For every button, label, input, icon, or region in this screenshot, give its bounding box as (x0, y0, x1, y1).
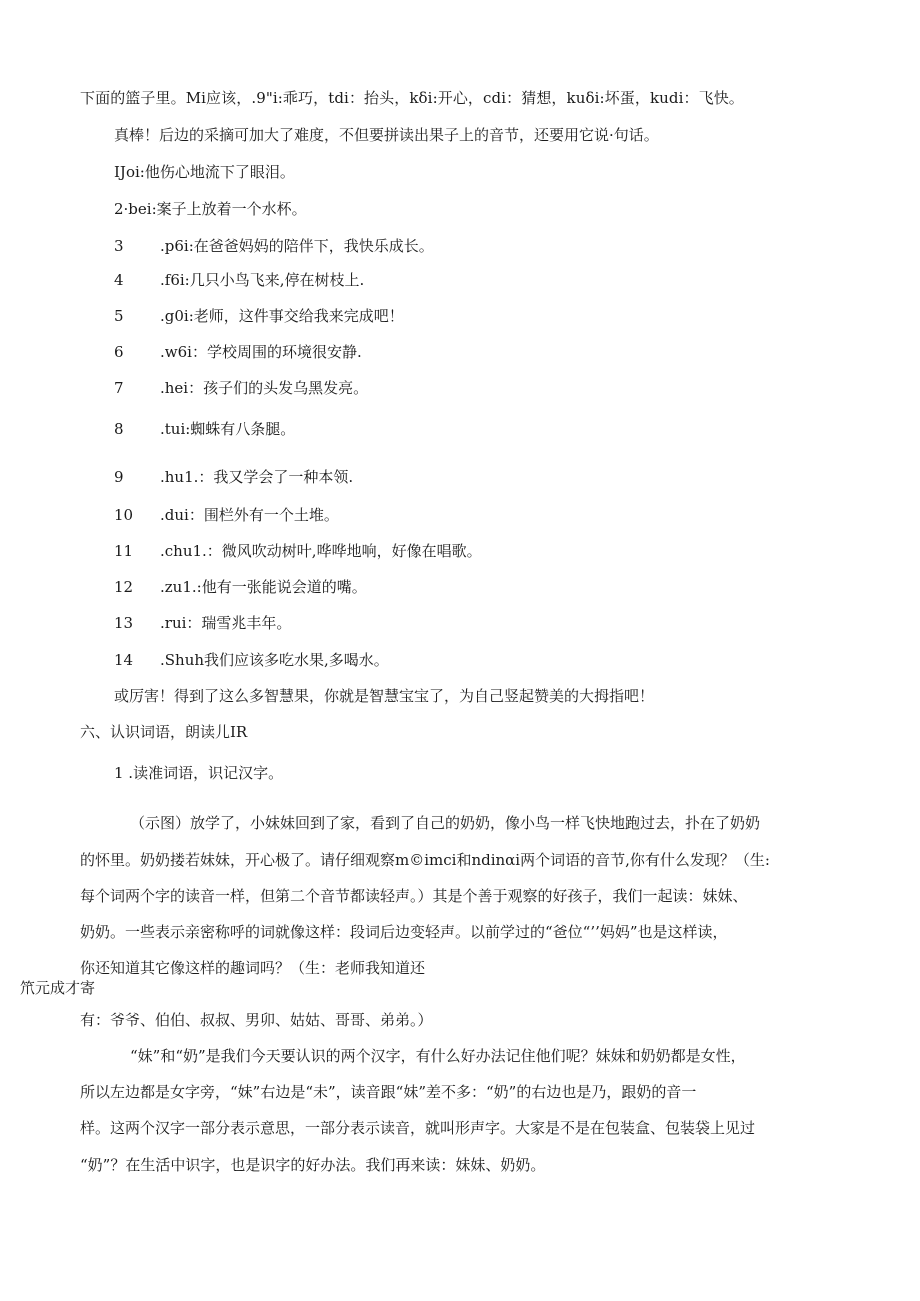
paragraph-line: 有：爷爷、伯伯、叔叔、男卯、姑姑、哥哥、弟弟。） (80, 1011, 433, 1029)
paragraph-line: （示图）放学了，小妹妹回到了家，看到了自己的奶奶，像小鸟一样飞快地跑过去，扑在了奶奶 (130, 814, 761, 832)
paragraph-line: 你还知道其它像这样的趣词吗？（生：老师我知道还 (80, 959, 426, 977)
item-number: 12 (114, 578, 134, 596)
item-number: 7 (114, 379, 124, 397)
item-number: 5 (114, 307, 124, 325)
item-text: .tui:蜘蛛有八条腿。 (160, 420, 296, 438)
paragraph-line: 的怀里。奶奶搂若妹妹，开心极了。请仔细观察m©imci和ndinαi两个词语的音节,你有什么发现？（生: (80, 851, 770, 869)
item-text: .zu1.:他有一张能说会道的嘴。 (160, 578, 367, 596)
text-line: 真棒！后边的采摘可加大了难度，不但要拼读出果子上的音节，还要用它说·句话。 (114, 126, 659, 144)
paragraph-line: 奶奶。一些表示亲密称呼的词就像这样：段词后边变轻声。以前学过的“爸位“’’妈妈”也是这样读， (80, 923, 728, 941)
paragraph-line: 样。这两个汉字一部分表示意思，一部分表示读音，就叫形声字。大家是不是在包装盒、包装袋上见过 (80, 1119, 756, 1137)
item-number: 4 (114, 271, 124, 289)
paragraph-line: “奶”？在生活中识字，也是识字的好办法。我们再来读：妹妹、奶奶。 (80, 1156, 546, 1174)
item-number: 3 (114, 237, 124, 255)
item-text: .w6i：学校周围的环境很安静. (160, 343, 362, 361)
item-number: 10 (114, 506, 134, 524)
item-text: .hu1.：我又学会了一种本领. (160, 468, 354, 486)
item-text: .rui：瑞雪兆丰年。 (160, 614, 292, 632)
item-text: .f6i:几只小鸟飞来,停在树枝上. (160, 271, 365, 289)
subsection-heading: 1 .读准词语，识记汉字。 (114, 764, 284, 782)
text-line: 下面的篮子里。Mi应该，.9"i:乖巧，tdi：抬头，kδi:开心，cdi：猜想，kuδi:坏蛋，kudi：飞快。 (80, 89, 744, 107)
item-text: .g0i:老师，这件事交给我来完成吧！ (160, 307, 404, 325)
text-line: 2·bei:案子上放着一个水杯。 (114, 200, 307, 218)
item-number: 13 (114, 614, 134, 632)
text-line: IJoi:他伤心地流下了眼泪。 (114, 163, 295, 181)
text-line: 或厉害！得到了这么多智慧果，你就是智慧宝宝了，为自己竖起赞美的大拇指吧！ (114, 687, 655, 705)
item-text: .hei：孩子们的头发乌黑发亮。 (160, 379, 369, 397)
item-text: .Shuh我们应该多吃水果,多喝水。 (160, 651, 389, 669)
paragraph-line: 每个词两个字的读音一样，但第二个音节都读轻声。）其是个善于观察的好孩子，我们一起读：妹妹、 (80, 887, 748, 905)
item-number: 8 (114, 420, 124, 438)
item-text: .p6i:在爸爸妈妈的陪伴下，我快乐成长。 (160, 237, 434, 255)
item-text: .chu1.：微风吹动树叶,哗哗地响，好像在唱歌。 (160, 542, 482, 560)
item-number: 11 (114, 542, 134, 560)
section-heading: 六、认识词语，朗读儿IR (80, 723, 248, 741)
item-text: .dui：围栏外有一个土堆。 (160, 506, 339, 524)
item-number: 6 (114, 343, 124, 361)
item-number: 9 (114, 468, 124, 486)
paragraph-line: 所以左边都是女字旁，“妹”右边是“未”，读音跟“妹”差不多：“奶”的右边也是乃，跟奶的音一 (80, 1083, 697, 1101)
paragraph-line: “妹”和“奶”是我们今天要认识的两个汉字，有什么好办法记住他们呢？妹妹和奶奶都是女性， (130, 1047, 746, 1065)
item-number: 14 (114, 651, 134, 669)
paragraph-line: 笊元成才寄 (20, 979, 96, 997)
